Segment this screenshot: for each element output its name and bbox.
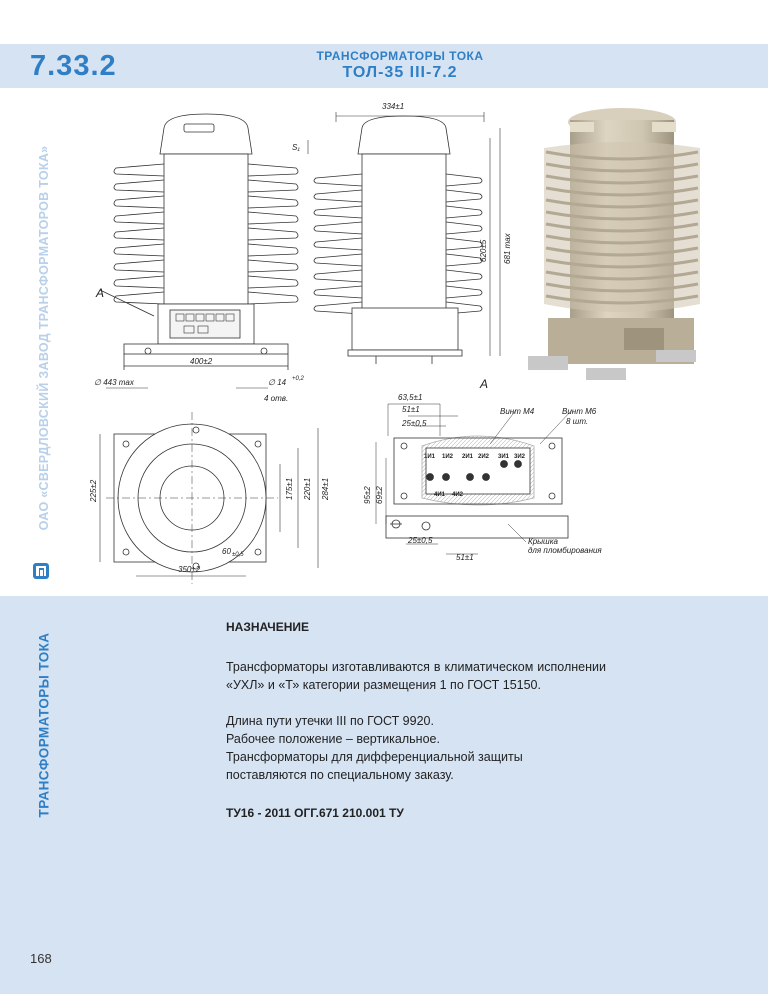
header-category: ТРАНСФОРМАТОРЫ ТОКА	[316, 49, 484, 63]
page-number: 168	[30, 951, 52, 966]
front-view	[100, 114, 298, 370]
description-line-2: Рабочее положение – вертикальное.	[226, 732, 440, 746]
description-line-1: Длина пути утечки III по ГОСТ 9920.	[226, 714, 434, 728]
description-line-3: Трансформаторы для дифференциальной защиты поставляются по специальному заказу.	[226, 750, 523, 782]
header-band	[0, 44, 768, 88]
terminal-4i1: 4И1	[434, 492, 445, 498]
dim-25a: 25±0,5	[402, 419, 427, 428]
dim-dia14-tol: +0,2	[292, 376, 304, 382]
header-title	[290, 49, 510, 82]
view-a-label-2: A	[480, 377, 489, 391]
side-view	[308, 112, 500, 364]
company-logo-icon	[33, 563, 49, 579]
dim-h681: 681 max	[503, 233, 512, 264]
company-name: ОАО «СВЕРДЛОВСКИЙ ЗАВОД ТРАНСФОРМАТОРОВ ТОКА»	[37, 145, 51, 530]
company-side-label	[34, 100, 54, 575]
dim-51b: 51±1	[456, 553, 474, 562]
section-number: 7.33.2	[30, 50, 117, 82]
terminal-1i1: 1И1	[424, 454, 435, 460]
screw-m6-label: Винт М6	[562, 407, 597, 416]
dim-holes: 4 отв.	[264, 394, 289, 403]
dim-63-5: 63,5±1	[398, 393, 423, 402]
view-a-label: A	[96, 286, 105, 300]
dim-51a: 51±1	[402, 405, 420, 414]
dim-h620: 620±5	[479, 239, 488, 262]
terminal-1i2: 1И2	[442, 454, 453, 460]
cover-label-2: для пломбирования	[528, 546, 602, 555]
section-side-label	[34, 612, 54, 838]
dim-dia14: ∅ 14	[268, 378, 287, 387]
terminal-3i1: 3И1	[498, 454, 509, 460]
dim-95: 95±2	[363, 486, 372, 504]
description	[226, 620, 606, 822]
terminal-4i2: 4И2	[452, 492, 463, 498]
dim-25b: 25±0,5	[408, 536, 433, 545]
product-photo	[528, 108, 700, 380]
terminal-2i2: 2И2	[478, 454, 489, 460]
dim-175: 175±1	[285, 477, 294, 500]
screw-m6-qty: 8 шт.	[566, 417, 589, 426]
dim-base-width: 400±2	[190, 357, 213, 366]
description-para-1: Трансформаторы изготавливаются в климатическом исполнении «УХЛ» и «Т» категории размещения 1 по ГОСТ 15150.	[226, 660, 606, 692]
dim-220: 220±1	[303, 477, 312, 500]
technical-drawing	[86, 92, 716, 586]
dim-s1: S₁	[292, 143, 300, 152]
terminal-2i1: 2И1	[462, 454, 473, 460]
dim-69: 69±2	[375, 486, 384, 504]
technical-spec-ref: ТУ16 - 2011 ОГГ.671 210.001 ТУ	[226, 806, 404, 820]
dim-225: 225±2	[89, 479, 98, 502]
section-name: ТРАНСФОРМАТОРЫ ТОКА	[36, 632, 52, 818]
dim-350: 350±2	[178, 565, 201, 574]
terminal-3i2: 3И2	[514, 454, 525, 460]
dim-284: 284±1	[321, 477, 330, 500]
screw-m4-label: Винт М4	[500, 407, 535, 416]
dim-top-width: 334±1	[382, 102, 405, 111]
dim-dia443: ∅ 443 max	[94, 378, 134, 387]
header-model: ТОЛ-35 III-7.2	[342, 64, 458, 81]
cover-label-1: Крышка	[528, 537, 558, 546]
dim-60-tol: ±0,5	[232, 552, 244, 558]
dim-60: 60	[222, 547, 231, 556]
description-heading: НАЗНАЧЕНИЕ	[226, 620, 309, 634]
